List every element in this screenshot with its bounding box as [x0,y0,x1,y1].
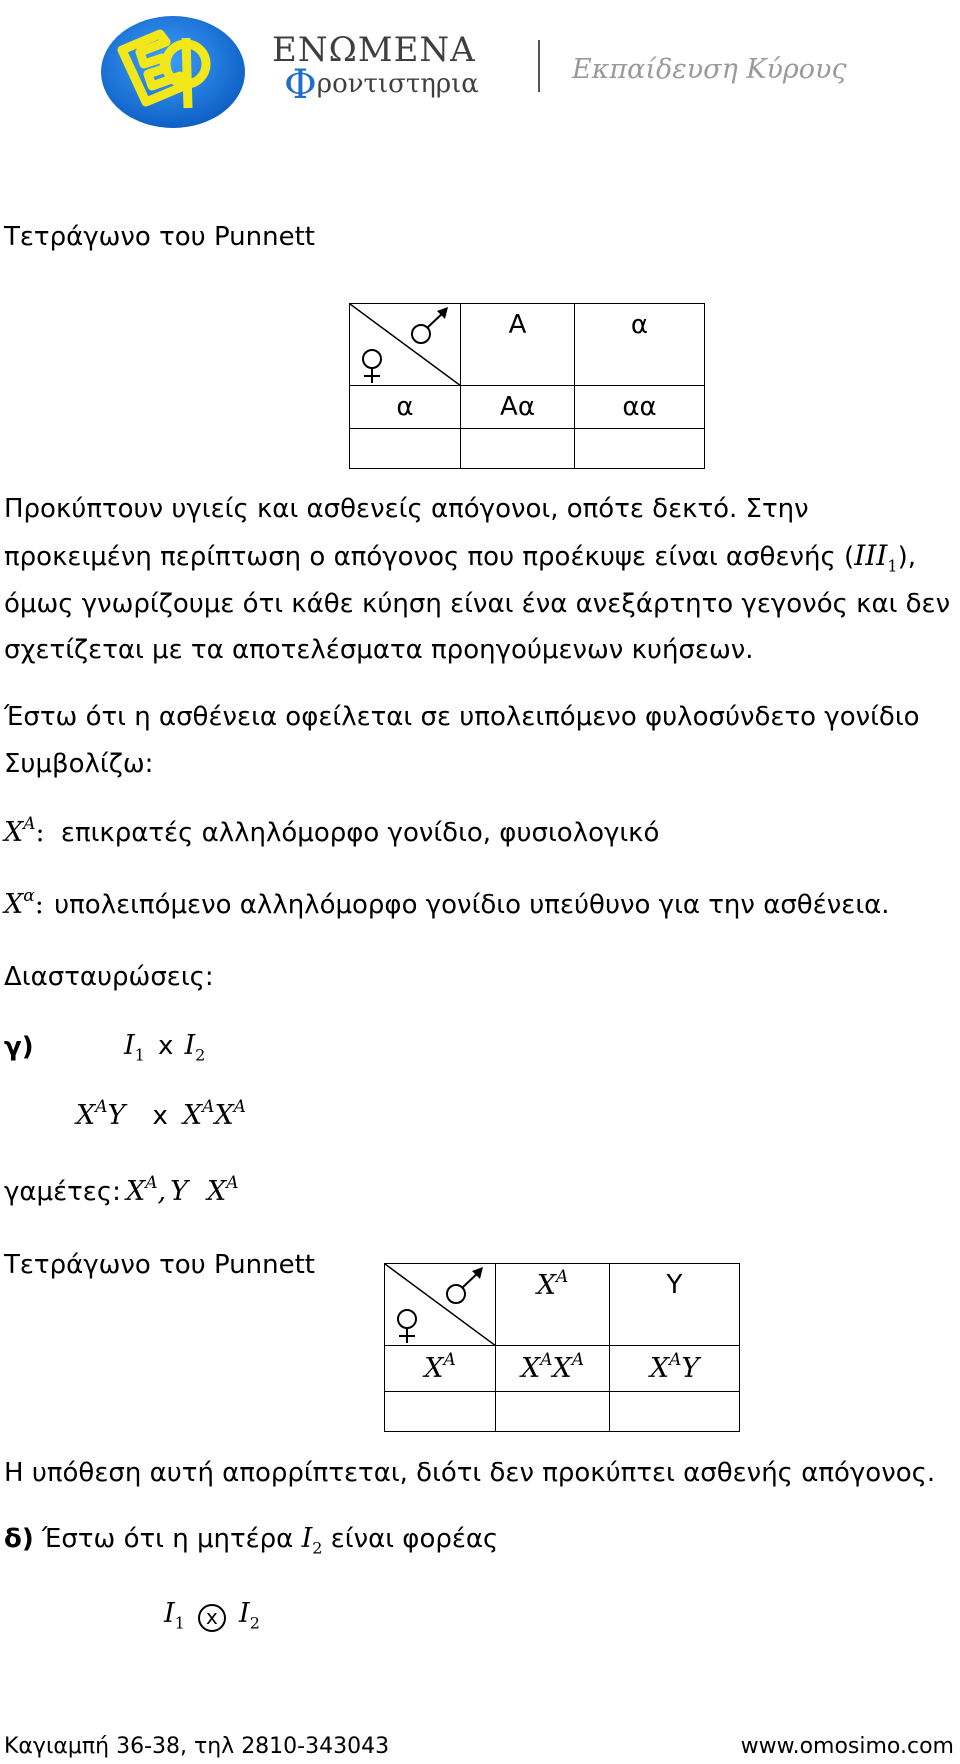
text-segment: προκειμένη περίπτωση ο απόγονος που προέκυψε είναι ασθενής ( [4,542,855,572]
crosses-heading: Διασταυρώσεις: [4,962,214,992]
punnett-empty-cell [575,429,705,469]
math-symbol: X [206,1176,227,1207]
math-symbol: I [301,1523,313,1554]
symbol-recessive [4,886,890,920]
math-symbol: Y [681,1353,700,1384]
cross-operator: x [152,1101,168,1131]
math-superscript: A [23,814,36,834]
cross-parents [124,1030,206,1065]
math-symbol: X [4,889,24,920]
punnett-empty-cell [350,429,461,469]
punnett-row-header: α [350,386,461,429]
math-separator: , [157,1176,167,1207]
punnett-empty-cell [461,429,575,469]
math-roman [854,539,898,576]
math-symbol: I [164,1598,175,1629]
punnett-row-header [385,1346,496,1392]
math-symbol: III [854,539,888,572]
gametes-label: γαμέτες: [4,1177,121,1207]
paragraph-line: Έστω ότι η ασθένεια οφείλεται σε υπολειπόμενο φυλοσύνδετο γονίδιο [4,702,920,732]
footer-address: Καγιαμπή 36-38, τηλ 2810-343043 [4,1734,390,1759]
math-symbol: I [124,1030,135,1061]
math-symbol: X [182,1100,203,1131]
math-symbol: X [520,1353,541,1384]
parent-I1 [164,1598,185,1633]
punnett-table-2 [384,1263,740,1432]
math-genotype [520,1350,585,1384]
punnett-empty-cell [610,1392,740,1432]
cross-label-delta: δ) [4,1524,34,1554]
math-colon: : [34,889,44,920]
brand-sub-text: ροντιστηρια [316,69,479,99]
header-divider [538,40,540,92]
punnett-heading-1: Τετράγωνο του Punnett [4,222,315,252]
math-subscript: 2 [249,1613,260,1633]
punnett-col-header: Y [610,1264,740,1346]
genotype-father [76,1097,126,1131]
brand-subtitle [284,62,479,108]
math-subscript: 1 [887,556,898,576]
cross-genotypes [76,1097,246,1131]
punnett-cell [496,1346,610,1392]
punnett-heading-2: Τετράγωνο του Punnett [4,1250,315,1280]
text-segment: είναι φορέας [330,1524,499,1554]
sex-symbols-icon [385,1264,496,1346]
math-symbol: X [552,1353,572,1384]
gametes-line [4,1173,239,1207]
math-symbol: X [76,1100,96,1131]
punnett-corner-1 [350,304,461,386]
math-superscript: A [571,1350,585,1370]
gametes-father [125,1173,188,1207]
math-subscript: 1 [174,1613,185,1633]
math-symbol: X [649,1353,670,1384]
parent-I2 [239,1598,260,1633]
cross-label-gamma: γ) [4,1032,34,1062]
slogan: Εκπαίδευση Κύρους [572,54,847,85]
math-superscript: A [443,1350,456,1370]
math-symbol: Y [170,1176,188,1207]
math-superscript: A [202,1097,215,1117]
logo [100,12,246,130]
math-colon: : [35,817,45,848]
math-symbol: X [536,1270,556,1301]
math-superscript: A [555,1267,569,1287]
punnett-col-header [496,1264,610,1346]
punnett-table-1 [349,303,705,469]
punnett-empty-cell [496,1392,610,1432]
punnett-cell [610,1346,740,1392]
footer-website[interactable]: www.omosimo.com [740,1734,954,1759]
symbol-description: υπολειπόμενο αλληλόμορφο γονίδιο υπεύθυνο για την ασθένεια. [54,890,890,920]
math-superscript: A [540,1350,553,1370]
conclusion: Η υπόθεση αυτή απορρίπτεται, διότι δεν προκύπτει ασθενής απόγονος. [4,1458,936,1488]
paragraph-line: Συμβολίζω: [4,749,154,779]
delta-line [4,1523,499,1558]
math-symbol: X [4,817,24,848]
gametes-mother [206,1173,239,1207]
math-genotype [649,1350,700,1384]
math-symbol: X [125,1176,146,1207]
cross-operator: x [206,1605,218,1629]
genotype-mother [182,1097,246,1131]
math-subscript: 1 [134,1045,145,1065]
text-segment: Έστω ότι η μητέρα [42,1524,294,1554]
paragraph-line: όμως γνωρίζουμε ότι κάθε κύηση είναι ένα ανεξάρτητο γεγονός και δεν [4,589,951,619]
math-superscript: A [226,1173,239,1193]
logo-emblem-icon [100,12,246,130]
brand-name: ΕΝΩΜΕΝΑ [272,30,476,70]
brand-phi: Φ [284,62,317,108]
text-segment: ), [897,542,916,572]
math-superscript: A [145,1173,158,1193]
delta-cross [164,1598,260,1632]
math-superscript: A [95,1097,108,1117]
math-superscript: A [669,1350,682,1370]
math-superscript: α [23,886,35,906]
punnett-cell: αα [575,386,705,429]
punnett-empty-cell [385,1392,496,1432]
math-symbol: X [214,1100,234,1131]
paragraph-line [4,539,916,576]
punnett-cell: Αα [461,386,575,429]
circled-cross-icon [198,1604,226,1632]
parent-I2 [184,1030,206,1065]
math-allele [424,1350,456,1384]
sex-symbols-icon [350,304,461,386]
math-allele [4,814,45,848]
math-subscript: 2 [312,1538,323,1558]
math-superscript: A [233,1097,246,1117]
punnett-col-header: α [575,304,705,386]
paragraph-line: σχετίζεται με τα αποτελέσματα προηγούμενων κυήσεων. [4,635,754,665]
mother-I2 [301,1523,323,1558]
punnett-corner-2 [385,1264,496,1346]
symbol-dominant [4,814,660,848]
math-symbol: Y [107,1100,126,1131]
math-subscript: 2 [195,1045,206,1065]
math-allele [536,1267,569,1301]
punnett-col-header: Α [461,304,575,386]
math-symbol: I [184,1030,196,1061]
parent-I1 [124,1030,145,1065]
math-symbol: X [424,1353,444,1384]
math-allele [4,886,44,920]
symbol-description: επικρατές αλληλόμορφο γονίδιο, φυσιολογικό [60,818,660,848]
math-symbol: I [239,1598,250,1629]
cross-operator: x [157,1031,174,1061]
paragraph-line: Προκύπτουν υγιείς και ασθενείς απόγονοι, οπότε δεκτό. Στην [4,494,809,524]
